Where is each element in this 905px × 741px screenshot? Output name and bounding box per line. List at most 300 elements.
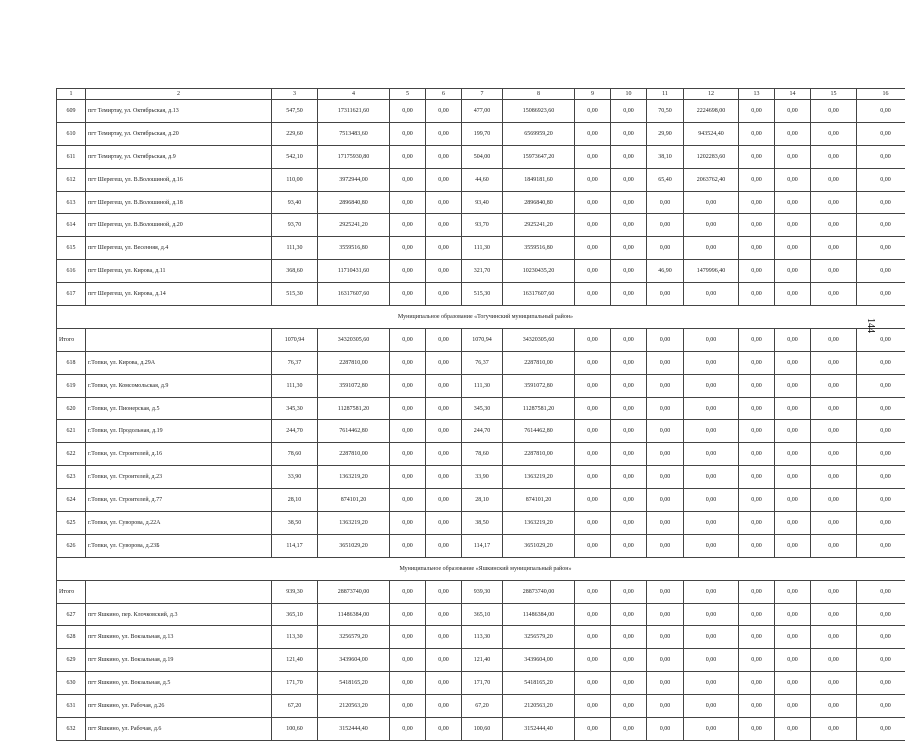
row-number: 630 — [57, 672, 86, 695]
row-number: 609 — [57, 100, 86, 123]
value-cell: 93,40 — [462, 191, 503, 214]
value-cell: 0,00 — [390, 466, 426, 489]
value-cell: 0,00 — [575, 100, 611, 123]
value-cell: 0,00 — [611, 122, 647, 145]
value-cell: 0,00 — [575, 626, 611, 649]
row-number: 617 — [57, 283, 86, 306]
value-cell: 0,00 — [575, 191, 611, 214]
value-cell: 0,00 — [647, 191, 684, 214]
value-cell: 11486384,00 — [503, 603, 575, 626]
value-cell: 0,00 — [575, 718, 611, 741]
value-cell: 0,00 — [647, 695, 684, 718]
value-cell: 38,50 — [462, 512, 503, 535]
value-cell: 28,10 — [272, 489, 318, 512]
value-cell: 0,00 — [811, 351, 857, 374]
row-number: 615 — [57, 237, 86, 260]
value-cell: 0,00 — [811, 534, 857, 557]
value-cell: 0,00 — [390, 237, 426, 260]
value-cell: 114,17 — [272, 534, 318, 557]
value-cell: 65,40 — [647, 168, 684, 191]
value-cell: 0,00 — [811, 145, 857, 168]
value-cell: 0,00 — [684, 237, 739, 260]
value-cell: 0,00 — [857, 214, 905, 237]
value-cell: 874101,20 — [503, 489, 575, 512]
value-cell: 0,00 — [390, 603, 426, 626]
table-row — [57, 695, 905, 718]
value-cell: 0,00 — [739, 626, 775, 649]
value-cell: 0,00 — [811, 374, 857, 397]
section-heading: Муниципальное образование «Яшкинский муниципальный район» — [57, 557, 905, 580]
value-cell: 0,00 — [684, 603, 739, 626]
value-cell: 11287581,20 — [318, 397, 390, 420]
value-cell: 0,00 — [426, 283, 462, 306]
value-cell: 0,00 — [775, 626, 811, 649]
value-cell: 0,00 — [426, 672, 462, 695]
row-number: 612 — [57, 168, 86, 191]
value-cell: 0,00 — [611, 168, 647, 191]
column-header: 4 — [318, 89, 390, 100]
value-cell: 939,30 — [462, 580, 503, 603]
address-cell: пгт Яшкино, ул. Рабочая, д.26 — [86, 695, 272, 718]
table-row — [57, 191, 905, 214]
value-cell: 3559516,80 — [503, 237, 575, 260]
value-cell: 0,00 — [775, 191, 811, 214]
table-row — [57, 672, 905, 695]
value-cell: 0,00 — [575, 260, 611, 283]
value-cell: 93,70 — [462, 214, 503, 237]
value-cell: 2120563,20 — [318, 695, 390, 718]
value-cell: 121,40 — [272, 649, 318, 672]
value-cell: 0,00 — [390, 695, 426, 718]
value-cell: 0,00 — [684, 512, 739, 535]
address-cell: пгт Шерегеш, ул. Кирова, д.11 — [86, 260, 272, 283]
value-cell: 38,50 — [272, 512, 318, 535]
value-cell: 33,90 — [462, 466, 503, 489]
value-cell: 1479996,40 — [684, 260, 739, 283]
value-cell: 0,00 — [775, 351, 811, 374]
value-cell: 0,00 — [739, 534, 775, 557]
value-cell: 365,10 — [272, 603, 318, 626]
value-cell: 2224698,00 — [684, 100, 739, 123]
value-cell: 0,00 — [611, 260, 647, 283]
value-cell: 0,00 — [390, 168, 426, 191]
column-header: 15 — [811, 89, 857, 100]
value-cell: 0,00 — [390, 420, 426, 443]
value-cell: 3152444,40 — [318, 718, 390, 741]
address-cell: пгт Темиртау, ул. Октябрьская, д.20 — [86, 122, 272, 145]
row-number: 625 — [57, 512, 86, 535]
value-cell: 2287810,00 — [318, 351, 390, 374]
column-header: 8 — [503, 89, 575, 100]
column-header: 10 — [611, 89, 647, 100]
value-cell: 10230435,20 — [503, 260, 575, 283]
value-cell: 0,00 — [684, 374, 739, 397]
value-cell: 0,00 — [684, 283, 739, 306]
value-cell: 0,00 — [647, 328, 684, 351]
value-cell: 2120563,20 — [503, 695, 575, 718]
value-cell: 0,00 — [857, 718, 905, 741]
value-cell: 0,00 — [426, 122, 462, 145]
value-cell: 33,90 — [272, 466, 318, 489]
row-number: 624 — [57, 489, 86, 512]
value-cell: 0,00 — [775, 489, 811, 512]
value-cell: 0,00 — [739, 466, 775, 489]
value-cell: 0,00 — [684, 214, 739, 237]
value-cell: 16317607,60 — [318, 283, 390, 306]
value-cell: 0,00 — [426, 351, 462, 374]
value-cell: 0,00 — [739, 443, 775, 466]
value-cell: 0,00 — [575, 649, 611, 672]
value-cell: 0,00 — [575, 237, 611, 260]
value-cell: 0,00 — [775, 534, 811, 557]
value-cell: 110,00 — [272, 168, 318, 191]
value-cell: 0,00 — [857, 374, 905, 397]
table-body — [57, 89, 905, 741]
address-cell: пгт Яшкино, пер. Клочковский, д.3 — [86, 603, 272, 626]
value-cell: 0,00 — [739, 580, 775, 603]
value-cell: 0,00 — [390, 489, 426, 512]
value-cell: 0,00 — [739, 420, 775, 443]
value-cell: 0,00 — [739, 260, 775, 283]
value-cell: 0,00 — [390, 260, 426, 283]
value-cell: 0,00 — [647, 718, 684, 741]
value-cell: 3591072,80 — [503, 374, 575, 397]
table-row — [57, 512, 905, 535]
address-cell: г.Топки, ул. Суворова, д.22А — [86, 512, 272, 535]
value-cell: 0,00 — [739, 351, 775, 374]
value-cell: 67,20 — [272, 695, 318, 718]
value-cell: 0,00 — [857, 397, 905, 420]
value-cell: 0,00 — [611, 397, 647, 420]
value-cell: 0,00 — [575, 489, 611, 512]
row-number: 627 — [57, 603, 86, 626]
row-number: 623 — [57, 466, 86, 489]
address-cell: пгт Шерегеш, ул. В.Волошиной, д.20 — [86, 214, 272, 237]
value-cell: 0,00 — [684, 672, 739, 695]
value-cell: 0,00 — [857, 122, 905, 145]
section-heading-row — [57, 557, 905, 580]
section-heading: Муниципальное образование «Тогучинский муниципальный район» — [57, 306, 905, 329]
value-cell: 0,00 — [775, 512, 811, 535]
value-cell: 34320305,60 — [503, 328, 575, 351]
value-cell: 1363219,20 — [318, 466, 390, 489]
value-cell: 0,00 — [857, 580, 905, 603]
value-cell: 17175930,80 — [318, 145, 390, 168]
value-cell: 0,00 — [575, 580, 611, 603]
column-header: 12 — [684, 89, 739, 100]
address-cell — [86, 328, 272, 351]
value-cell: 0,00 — [575, 672, 611, 695]
value-cell: 0,00 — [739, 283, 775, 306]
value-cell: 76,37 — [462, 351, 503, 374]
value-cell: 0,00 — [739, 397, 775, 420]
value-cell: 0,00 — [426, 580, 462, 603]
row-number: 621 — [57, 420, 86, 443]
value-cell: 0,00 — [390, 534, 426, 557]
value-cell: 0,00 — [426, 168, 462, 191]
value-cell: 0,00 — [611, 489, 647, 512]
value-cell: 0,00 — [611, 351, 647, 374]
table-row — [57, 489, 905, 512]
value-cell: 17311621,60 — [318, 100, 390, 123]
value-cell: 0,00 — [739, 100, 775, 123]
value-cell: 113,30 — [272, 626, 318, 649]
value-cell: 29,90 — [647, 122, 684, 145]
value-cell: 0,00 — [575, 512, 611, 535]
value-cell: 199,70 — [462, 122, 503, 145]
value-cell: 0,00 — [611, 649, 647, 672]
value-cell: 3651029,20 — [318, 534, 390, 557]
value-cell: 0,00 — [739, 489, 775, 512]
value-cell: 2287810,00 — [503, 443, 575, 466]
value-cell: 0,00 — [390, 283, 426, 306]
value-cell: 0,00 — [390, 191, 426, 214]
value-cell: 0,00 — [739, 191, 775, 214]
value-cell: 0,00 — [857, 443, 905, 466]
row-number: 616 — [57, 260, 86, 283]
value-cell: 3152444,40 — [503, 718, 575, 741]
table-row — [57, 626, 905, 649]
value-cell: 244,70 — [462, 420, 503, 443]
value-cell: 0,00 — [857, 534, 905, 557]
value-cell: 0,00 — [575, 328, 611, 351]
value-cell: 121,40 — [462, 649, 503, 672]
value-cell: 171,70 — [462, 672, 503, 695]
value-cell: 0,00 — [390, 122, 426, 145]
value-cell: 28,10 — [462, 489, 503, 512]
value-cell: 0,00 — [775, 328, 811, 351]
value-cell: 0,00 — [390, 649, 426, 672]
value-cell: 0,00 — [775, 420, 811, 443]
value-cell: 0,00 — [775, 397, 811, 420]
column-header: 6 — [426, 89, 462, 100]
value-cell: 0,00 — [426, 489, 462, 512]
value-cell: 2287810,00 — [318, 443, 390, 466]
value-cell: 0,00 — [684, 191, 739, 214]
value-cell: 0,00 — [811, 283, 857, 306]
value-cell: 0,00 — [811, 466, 857, 489]
value-cell: 0,00 — [426, 626, 462, 649]
value-cell: 0,00 — [426, 214, 462, 237]
value-cell: 3256579,20 — [318, 626, 390, 649]
value-cell: 0,00 — [811, 237, 857, 260]
value-cell: 0,00 — [775, 237, 811, 260]
value-cell: 0,00 — [611, 214, 647, 237]
row-number: 631 — [57, 695, 86, 718]
address-cell: пгт Яшкино, ул. Вокзальная, д.19 — [86, 649, 272, 672]
address-cell: г.Топки, ул. Строителей, д.77 — [86, 489, 272, 512]
value-cell: 114,17 — [462, 534, 503, 557]
value-cell: 0,00 — [426, 420, 462, 443]
row-number: 628 — [57, 626, 86, 649]
address-cell — [86, 580, 272, 603]
table-row — [57, 237, 905, 260]
value-cell: 0,00 — [811, 122, 857, 145]
value-cell: 0,00 — [775, 100, 811, 123]
row-number: 626 — [57, 534, 86, 557]
value-cell: 0,00 — [857, 100, 905, 123]
value-cell: 1363219,20 — [503, 512, 575, 535]
data-table — [56, 88, 905, 741]
value-cell: 1070,94 — [462, 328, 503, 351]
value-cell: 0,00 — [611, 695, 647, 718]
value-cell: 0,00 — [426, 328, 462, 351]
address-cell: г.Топки, ул. Пионерская, д.5 — [86, 397, 272, 420]
value-cell: 0,00 — [426, 695, 462, 718]
value-cell: 0,00 — [390, 100, 426, 123]
address-cell: г.Топки, ул. Продольная, д.19 — [86, 420, 272, 443]
value-cell: 3559516,80 — [318, 237, 390, 260]
value-cell: 15973647,20 — [503, 145, 575, 168]
value-cell: 0,00 — [575, 214, 611, 237]
value-cell: 0,00 — [426, 718, 462, 741]
value-cell: 244,70 — [272, 420, 318, 443]
value-cell: 0,00 — [575, 283, 611, 306]
value-cell: 0,00 — [775, 283, 811, 306]
row-number: 619 — [57, 374, 86, 397]
value-cell: 0,00 — [811, 649, 857, 672]
value-cell: 0,00 — [611, 534, 647, 557]
value-cell: 2925241,20 — [503, 214, 575, 237]
value-cell: 0,00 — [775, 580, 811, 603]
value-cell: 93,40 — [272, 191, 318, 214]
value-cell: 0,00 — [775, 603, 811, 626]
value-cell: 0,00 — [611, 420, 647, 443]
table-row — [57, 443, 905, 466]
value-cell: 0,00 — [739, 512, 775, 535]
table-row — [57, 145, 905, 168]
value-cell: 0,00 — [611, 374, 647, 397]
value-cell: 547,50 — [272, 100, 318, 123]
value-cell: 0,00 — [684, 626, 739, 649]
table-row — [57, 283, 905, 306]
value-cell: 0,00 — [857, 260, 905, 283]
value-cell: 0,00 — [857, 512, 905, 535]
value-cell: 0,00 — [857, 191, 905, 214]
value-cell: 0,00 — [575, 374, 611, 397]
value-cell: 0,00 — [811, 420, 857, 443]
value-cell: 0,00 — [611, 145, 647, 168]
value-cell: 515,30 — [462, 283, 503, 306]
value-cell: 11287581,20 — [503, 397, 575, 420]
value-cell: 0,00 — [739, 672, 775, 695]
value-cell: 0,00 — [390, 214, 426, 237]
value-cell: 0,00 — [647, 603, 684, 626]
value-cell: 2287810,00 — [503, 351, 575, 374]
value-cell: 0,00 — [390, 374, 426, 397]
value-cell: 0,00 — [647, 626, 684, 649]
value-cell: 0,00 — [775, 374, 811, 397]
value-cell: 3439604,00 — [318, 649, 390, 672]
value-cell: 5418165,20 — [503, 672, 575, 695]
column-header: 1 — [57, 89, 86, 100]
value-cell: 0,00 — [857, 603, 905, 626]
table-row — [57, 122, 905, 145]
table-row — [57, 168, 905, 191]
value-cell: 0,00 — [647, 397, 684, 420]
value-cell: 0,00 — [390, 672, 426, 695]
column-header: 3 — [272, 89, 318, 100]
table-row — [57, 466, 905, 489]
address-cell: пгт Шерегеш, ул. В.Волошиной, д.18 — [86, 191, 272, 214]
value-cell: 111,30 — [462, 374, 503, 397]
address-cell: пгт Темиртау, ул. Октябрьская, д.13 — [86, 100, 272, 123]
value-cell: 0,00 — [775, 718, 811, 741]
value-cell: 0,00 — [684, 695, 739, 718]
value-cell: 0,00 — [390, 718, 426, 741]
value-cell: 0,00 — [857, 649, 905, 672]
value-cell: 0,00 — [575, 695, 611, 718]
value-cell: 0,00 — [684, 718, 739, 741]
value-cell: 0,00 — [390, 443, 426, 466]
table-row — [57, 397, 905, 420]
value-cell: 0,00 — [647, 237, 684, 260]
address-cell: пгт Яшкино, ул. Рабочая, д.6 — [86, 718, 272, 741]
value-cell: 6569959,20 — [503, 122, 575, 145]
value-cell: 0,00 — [811, 214, 857, 237]
value-cell: 943524,40 — [684, 122, 739, 145]
value-cell: 0,00 — [647, 512, 684, 535]
value-cell: 0,00 — [647, 672, 684, 695]
value-cell: 0,00 — [575, 145, 611, 168]
value-cell: 0,00 — [775, 214, 811, 237]
value-cell: 0,00 — [575, 351, 611, 374]
value-cell: 0,00 — [739, 122, 775, 145]
column-header: 14 — [775, 89, 811, 100]
value-cell: 0,00 — [647, 466, 684, 489]
value-cell: 0,00 — [575, 420, 611, 443]
value-cell: 1363219,20 — [318, 512, 390, 535]
value-cell: 0,00 — [739, 603, 775, 626]
address-cell: пгт Темиртау, ул. Октябрьская, д.9 — [86, 145, 272, 168]
value-cell: 3256579,20 — [503, 626, 575, 649]
value-cell: 0,00 — [684, 649, 739, 672]
value-cell: 0,00 — [775, 260, 811, 283]
value-cell: 1202283,60 — [684, 145, 739, 168]
value-cell: 0,00 — [647, 420, 684, 443]
value-cell: 67,20 — [462, 695, 503, 718]
address-cell: пгт Яшкино, ул. Вокзальная, д.13 — [86, 626, 272, 649]
table-row — [57, 718, 905, 741]
address-cell: г.Топки, ул. Строителей, д.16 — [86, 443, 272, 466]
value-cell: 0,00 — [426, 649, 462, 672]
value-cell: 0,00 — [739, 328, 775, 351]
value-cell: 2925241,20 — [318, 214, 390, 237]
value-cell: 504,00 — [462, 145, 503, 168]
value-cell: 5418165,20 — [318, 672, 390, 695]
value-cell: 0,00 — [647, 580, 684, 603]
address-cell: г.Топки, ул. Кирова, д.29А — [86, 351, 272, 374]
value-cell: 0,00 — [611, 283, 647, 306]
address-cell: пгт Шерегеш, ул. В.Волошиной, д.16 — [86, 168, 272, 191]
column-header: 16 — [857, 89, 905, 100]
value-cell: 542,10 — [272, 145, 318, 168]
value-cell: 46,90 — [647, 260, 684, 283]
value-cell: 0,00 — [426, 397, 462, 420]
value-cell: 0,00 — [775, 695, 811, 718]
value-cell: 345,30 — [272, 397, 318, 420]
value-cell: 0,00 — [611, 512, 647, 535]
value-cell: 0,00 — [857, 420, 905, 443]
value-cell: 515,30 — [272, 283, 318, 306]
value-cell: 0,00 — [739, 145, 775, 168]
total-label: Итого — [57, 328, 86, 351]
column-header: 9 — [575, 89, 611, 100]
value-cell: 0,00 — [426, 191, 462, 214]
value-cell: 3591072,80 — [318, 374, 390, 397]
value-cell: 0,00 — [775, 122, 811, 145]
value-cell: 0,00 — [575, 168, 611, 191]
